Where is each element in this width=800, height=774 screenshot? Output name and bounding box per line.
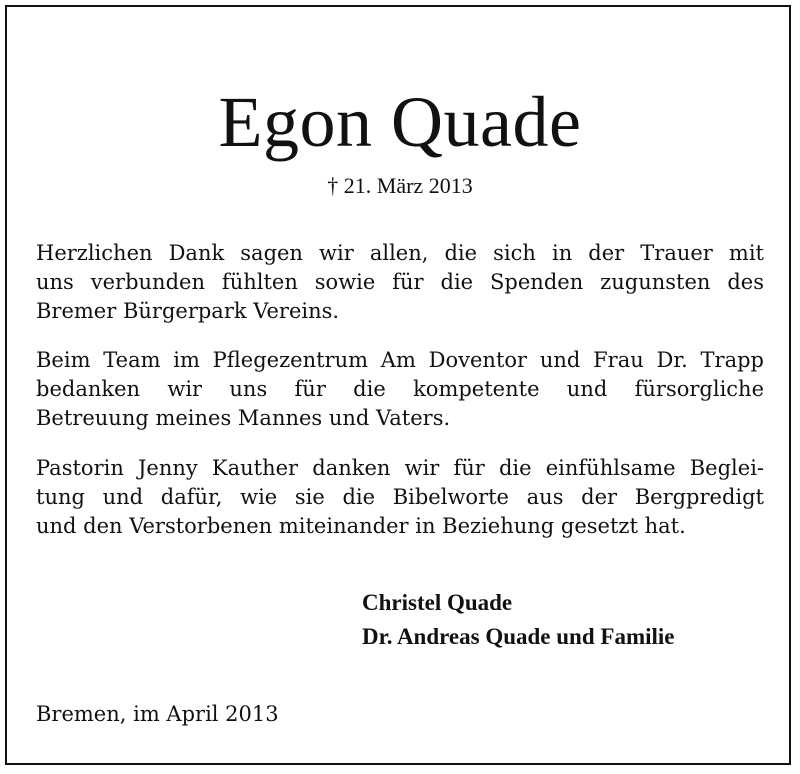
death-date: † 21. März 2013: [327, 173, 473, 198]
paragraph-line: und den Verstorbenen miteinander in Beziehung gesetzt hat.: [36, 514, 686, 538]
signature-name: Dr. Andreas Quade und Familie: [362, 624, 675, 649]
signatures: [362, 586, 674, 654]
place-date: Bremen, im April 2013: [36, 702, 279, 726]
signature-name: Christel Quade: [362, 590, 513, 615]
paragraph-line: uns verbunden fühlten sowie für die Spenden zugunsten des: [36, 270, 764, 294]
paragraph-line: tung und dafür, wie sie die Bibelworte aus der Bergpredigt: [36, 485, 764, 509]
paragraph-line: Herzlichen Dank sagen wir allen, die sich in der Trauer mit: [36, 241, 764, 265]
thanks-paragraph-3: [36, 454, 764, 541]
paragraph-line: Betreuung meines Mannes und Vaters.: [36, 406, 451, 430]
paragraph-line: Beim Team im Pflegezentrum Am Doventor und Frau Dr. Trapp: [36, 348, 764, 372]
paragraph-line: Pastorin Jenny Kauther danken wir für die einfühlsame Beglei-: [36, 456, 764, 480]
deceased-name: Egon Quade: [218, 82, 582, 162]
paragraph-line: bedanken wir uns für die kompetente und fürsorgliche: [36, 377, 764, 401]
thanks-paragraph-2: [36, 346, 764, 433]
thanks-paragraph-1: [36, 239, 764, 326]
paragraph-line: Bremer Bürgerpark Vereins.: [36, 299, 340, 323]
